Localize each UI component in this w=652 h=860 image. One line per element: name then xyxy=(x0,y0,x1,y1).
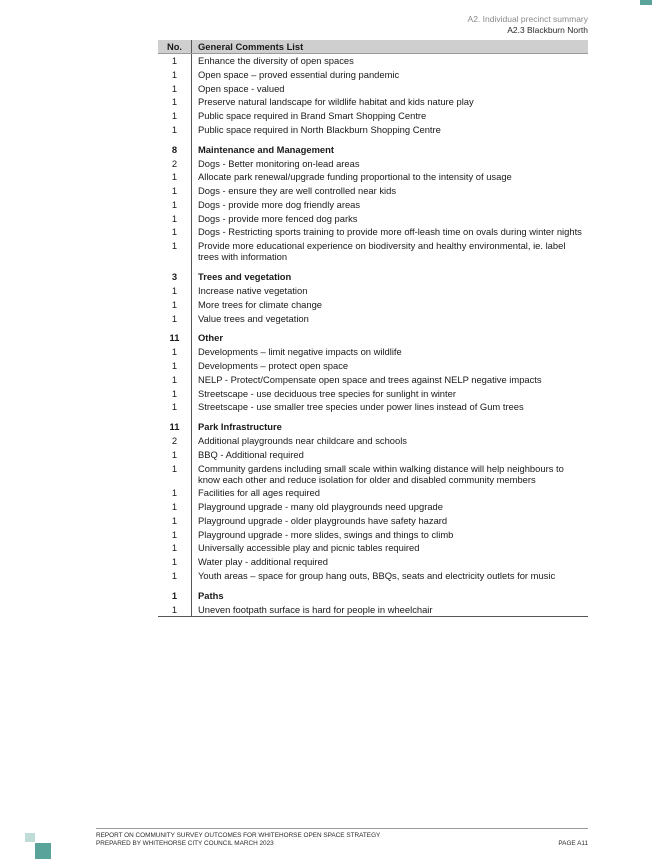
comment-text: Streetscape - use deciduous tree species for sunlight in winter xyxy=(198,387,456,399)
comment-text: Open space – proved essential during pandemic xyxy=(198,68,400,80)
table-row xyxy=(158,54,588,68)
section-row xyxy=(158,136,588,156)
comment-text: Playground upgrade - more slides, swings and things to climb xyxy=(198,528,454,540)
comment-text: Increase native vegetation xyxy=(198,284,308,296)
section-title: Trees and vegetation xyxy=(198,271,292,283)
table-row xyxy=(158,184,588,198)
row-count: 1 xyxy=(158,198,192,212)
row-count: 1 xyxy=(158,527,192,541)
comment-text: Playground upgrade - older playgrounds have safety hazard xyxy=(198,514,448,526)
row-count: 1 xyxy=(158,359,192,373)
comment-text: Additional playgrounds near childcare and schools xyxy=(198,434,407,446)
row-count: 1 xyxy=(158,345,192,359)
table-row xyxy=(158,602,588,616)
row-count: 1 xyxy=(158,311,192,325)
row-count: 11 xyxy=(158,414,192,434)
row-count: 1 xyxy=(158,170,192,184)
page-footer xyxy=(96,828,588,848)
comment-text: Youth areas – space for group hang outs, BBQs, seats and electricity outlets for music xyxy=(198,570,556,581)
comment-text: Provide more educational experience on biodiversity and healthy environmental, ie. label trees with information xyxy=(198,240,566,263)
header-section: A2. Individual precinct summary xyxy=(467,14,588,24)
row-count: 1 xyxy=(158,109,192,123)
row-count: 11 xyxy=(158,325,192,345)
comment-text: Open space - valued xyxy=(198,82,285,94)
table-header-row xyxy=(158,40,588,54)
table-row xyxy=(158,311,588,325)
row-count: 1 xyxy=(158,582,192,602)
comment-text: Allocate park renewal/upgrade funding proportional to the intensity of usage xyxy=(198,171,512,183)
table-row xyxy=(158,67,588,81)
comment-text: Facilities for all ages required xyxy=(198,487,320,499)
table-row xyxy=(158,447,588,461)
row-count: 1 xyxy=(158,123,192,137)
row-count: 1 xyxy=(158,555,192,569)
comment-text: Dogs - Better monitoring on-lead areas xyxy=(198,157,360,169)
footer-prepared-by: PREPARED BY WHITEHORSE CITY COUNCIL MARCH 2023 xyxy=(96,840,274,847)
table-row xyxy=(158,198,588,212)
section-title: Park Infrastructure xyxy=(198,421,282,433)
comment-text: BBQ - Additional required xyxy=(198,448,304,460)
section-title: Paths xyxy=(198,589,224,601)
table-row xyxy=(158,500,588,514)
comments-table xyxy=(158,40,588,617)
logo-square-light xyxy=(25,833,35,842)
comment-text: Streetscape - use smaller tree species under power lines instead of Gum trees xyxy=(198,401,524,413)
comment-text: Playground upgrade - many old playgrounds need upgrade xyxy=(198,501,443,513)
row-count: 1 xyxy=(158,184,192,198)
row-count: 1 xyxy=(158,95,192,109)
row-count: 1 xyxy=(158,486,192,500)
table-row xyxy=(158,345,588,359)
row-count: 1 xyxy=(158,500,192,514)
table-row xyxy=(158,486,588,500)
row-count: 1 xyxy=(158,297,192,311)
table-row xyxy=(158,386,588,400)
footer-report-title: REPORT ON COMMUNITY SURVEY OUTCOMES FOR WHITEHORSE OPEN SPACE STRATEGY xyxy=(96,832,381,839)
table-row xyxy=(158,297,588,311)
comment-text: Public space required in Brand Smart Shopping Centre xyxy=(198,110,427,122)
table-row xyxy=(158,527,588,541)
section-row xyxy=(158,325,588,345)
table-row xyxy=(158,461,588,486)
row-count: 1 xyxy=(158,239,192,264)
table-row xyxy=(158,95,588,109)
table-row xyxy=(158,555,588,569)
comment-text: Community gardens including small scale within walking distance will help neighbours to know each other and reduce isolation for older and disabled community members xyxy=(198,462,564,485)
comment-text: Water play - additional required xyxy=(198,556,328,568)
comment-text: Dogs - provide more fenced dog parks xyxy=(198,212,358,224)
table-row xyxy=(158,211,588,225)
row-count: 1 xyxy=(158,372,192,386)
comment-text: Dogs - provide more dog friendly areas xyxy=(198,198,361,210)
table-row xyxy=(158,541,588,555)
comment-text: Dogs - Restricting sports training to provide more off-leash time on ovals during winter nights xyxy=(198,226,582,238)
row-count: 1 xyxy=(158,602,192,616)
row-count: 1 xyxy=(158,541,192,555)
row-count: 8 xyxy=(158,136,192,156)
comment-text: Developments – protect open space xyxy=(198,359,349,371)
table-row xyxy=(158,569,588,583)
table-row xyxy=(158,156,588,170)
row-count: 1 xyxy=(158,461,192,486)
row-count: 1 xyxy=(158,54,192,68)
table-row xyxy=(158,372,588,386)
section-row xyxy=(158,264,588,284)
comment-text: NELP - Protect/Compensate open space and trees against NELP negative impacts xyxy=(198,373,542,385)
section-row xyxy=(158,414,588,434)
row-count: 3 xyxy=(158,264,192,284)
row-count: 1 xyxy=(158,447,192,461)
row-count: 1 xyxy=(158,284,192,298)
comment-text: More trees for climate change xyxy=(198,298,323,310)
table-row xyxy=(158,513,588,527)
row-count: 1 xyxy=(158,513,192,527)
table-row xyxy=(158,434,588,448)
row-count: 1 xyxy=(158,211,192,225)
table-row xyxy=(158,239,588,264)
comment-text: Dogs - ensure they are well controlled near kids xyxy=(198,185,397,197)
page-number: PAGE A11 xyxy=(558,840,588,847)
row-count: 1 xyxy=(158,386,192,400)
corner-accent xyxy=(640,0,652,5)
comment-text: Value trees and vegetation xyxy=(198,312,309,324)
logo-square-dark xyxy=(35,843,51,859)
table-row xyxy=(158,170,588,184)
row-count: 1 xyxy=(158,67,192,81)
comment-text: Preserve natural landscape for wildlife habitat and kids nature play xyxy=(198,96,474,108)
table-row xyxy=(158,284,588,298)
table-row xyxy=(158,400,588,414)
table-row xyxy=(158,123,588,137)
row-count: 1 xyxy=(158,81,192,95)
header-subsection: A2.3 Blackburn North xyxy=(507,25,588,35)
col-header-comments: General Comments List xyxy=(192,40,589,54)
comment-text: Developments – limit negative impacts on wildlife xyxy=(198,346,402,358)
table-row xyxy=(158,225,588,239)
col-header-no: No. xyxy=(158,40,192,54)
row-count: 2 xyxy=(158,156,192,170)
section-title: Other xyxy=(198,332,224,344)
table-row xyxy=(158,359,588,373)
table-body xyxy=(158,54,588,617)
row-count: 1 xyxy=(158,569,192,583)
comment-text: Uneven footpath surface is hard for people in wheelchair xyxy=(192,602,589,616)
section-row xyxy=(158,582,588,602)
table-row xyxy=(158,81,588,95)
row-count: 2 xyxy=(158,434,192,448)
page-header xyxy=(468,14,588,36)
table-row xyxy=(158,109,588,123)
comment-text: Public space required in North Blackburn Shopping Centre xyxy=(198,123,441,135)
comment-text: Universally accessible play and picnic tables required xyxy=(198,542,420,554)
section-title: Maintenance and Management xyxy=(198,143,334,155)
comment-text: Enhance the diversity of open spaces xyxy=(198,55,354,66)
row-count: 1 xyxy=(158,400,192,414)
row-count: 1 xyxy=(158,225,192,239)
